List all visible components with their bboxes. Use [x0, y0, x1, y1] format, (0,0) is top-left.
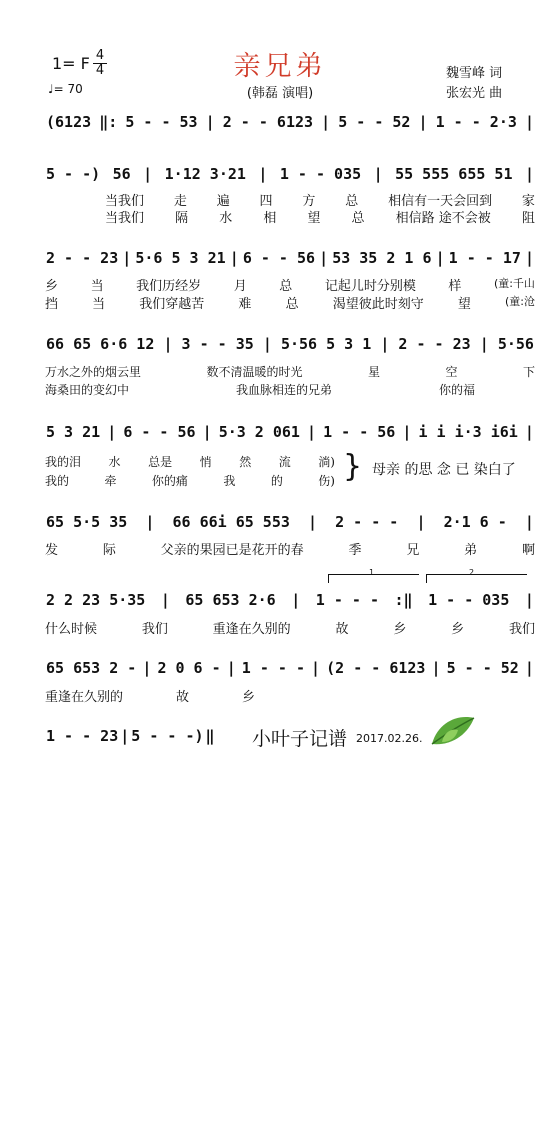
- barline: |: [524, 113, 534, 131]
- lyric: 我们穿越苦: [139, 297, 205, 312]
- note-group: 2·1 6 -: [443, 513, 507, 531]
- lyric-line: [45, 381, 475, 398]
- lyric: 我们: [508, 622, 535, 637]
- volta-number: 2: [469, 568, 475, 577]
- transcriber-signature: 小叶子记谱: [252, 728, 348, 750]
- volta-bracket-2: [426, 568, 527, 583]
- note-group: 65 653 2 -: [46, 659, 137, 677]
- barline: |: [291, 591, 301, 609]
- lyric-line: [45, 207, 535, 226]
- volta-number: 1: [369, 568, 375, 577]
- lyric: 总: [345, 194, 359, 209]
- time-signature-top: 4: [95, 48, 105, 63]
- lyric: 我: [223, 474, 236, 488]
- lyric: 挡: [45, 297, 59, 312]
- barline: |: [143, 165, 153, 183]
- transcription-date: 2017.02.26.: [356, 732, 423, 745]
- barline: |: [524, 165, 534, 183]
- barline: |: [321, 113, 331, 131]
- barline: |: [163, 335, 173, 353]
- note-group: 5·56 5 3 1: [280, 335, 372, 353]
- lyric: (童:千山: [493, 277, 535, 290]
- lyricist-credit: 魏雪峰 词: [446, 66, 503, 81]
- lyric: 样: [448, 279, 462, 294]
- barline: |: [107, 423, 117, 441]
- barline: |: [435, 249, 445, 267]
- barline: |: [262, 335, 272, 353]
- lyric: 乡: [451, 622, 465, 637]
- barline: |: [402, 423, 412, 441]
- barline: |: [307, 423, 317, 441]
- lyric: 故: [175, 690, 189, 705]
- barline: |: [120, 727, 130, 745]
- lyric: 什么时候: [45, 622, 98, 637]
- score-line-5: [45, 423, 535, 441]
- note-group: 5·3 2 061: [218, 423, 300, 441]
- note-group: 1 - - 2·3: [435, 113, 517, 131]
- lyric: 四: [259, 194, 273, 209]
- barline: |: [319, 249, 329, 267]
- lyric: 悄: [199, 455, 212, 469]
- lyric: 乡: [45, 279, 59, 294]
- lyric: 流: [278, 455, 291, 469]
- barline: |: [311, 659, 321, 677]
- lyric: 相信有一天会回到: [388, 194, 493, 209]
- note-group: 65 5·5 35: [46, 513, 128, 531]
- barline: |: [142, 659, 152, 677]
- lyric: 弟: [464, 543, 478, 558]
- lyric: 记起儿时分别模: [324, 279, 416, 294]
- lyric: 我的泪: [45, 455, 82, 469]
- lyric: 走: [173, 194, 187, 209]
- barline: |: [416, 513, 426, 531]
- note-group: 1 - - -: [315, 591, 379, 609]
- side-lyric: 母亲 的思 念 已 染白了: [372, 462, 516, 478]
- lyric: 总: [279, 279, 293, 294]
- score-line-1: [45, 113, 535, 131]
- score-line-4: [45, 335, 535, 353]
- note-group: (2 - - 6123: [326, 659, 426, 677]
- lyric: 重逢在久别的: [212, 622, 291, 637]
- song-title: 亲兄弟: [233, 51, 327, 82]
- lyric: 乡: [241, 690, 255, 705]
- lyric: 淌): [318, 455, 335, 469]
- barline: |: [308, 513, 318, 531]
- lyric: 水: [108, 455, 121, 469]
- lyric: 你的痛: [151, 474, 188, 488]
- score-line-8: [45, 659, 535, 677]
- lyric: 我们: [141, 622, 168, 637]
- key-signature: 1= F: [52, 54, 90, 73]
- lyric: 隔: [175, 211, 189, 226]
- note-group: i i i·3 i6i: [418, 423, 518, 441]
- note-group: 6 - - 56: [123, 423, 196, 441]
- lyric: 季: [348, 543, 362, 558]
- lyric: 当: [90, 279, 104, 294]
- lyric: 月: [233, 279, 247, 294]
- note-group: 56: [112, 165, 131, 183]
- lyric-line: [45, 293, 535, 312]
- lyric-brace: }: [343, 449, 363, 484]
- note-group: 5 - - 53: [125, 113, 198, 131]
- lyric: 水: [219, 211, 233, 226]
- volta-bracket-1: [328, 568, 419, 583]
- lyric: 际: [102, 543, 116, 558]
- note-group: 2 - - -: [335, 513, 399, 531]
- time-signature-bottom: 4: [95, 63, 105, 78]
- note-group: 53 35 2 1 6: [332, 249, 432, 267]
- note-group: 5 - -): [46, 165, 101, 183]
- note-group: (6123: [46, 113, 92, 131]
- final-barline: ‖: [205, 727, 215, 745]
- lyric: 啊: [521, 543, 535, 558]
- lyric-line: [45, 686, 255, 705]
- note-group: 1 - - 17: [448, 249, 521, 267]
- barline: |: [160, 591, 170, 609]
- note-group: 3 - - 35: [181, 335, 254, 353]
- lyric: 家: [521, 194, 535, 209]
- score-line-6: [45, 513, 535, 531]
- score-line-3: [45, 249, 535, 267]
- lyric: 乡: [393, 622, 407, 637]
- note-group: 6 - - 56: [242, 249, 316, 267]
- lyric: 父亲的果园已是花开的春: [160, 543, 304, 558]
- barline: |: [226, 659, 236, 677]
- note-group: 66 66i 65 553: [172, 513, 290, 531]
- lyric: 方: [302, 194, 316, 209]
- barline: |: [431, 659, 441, 677]
- time-signature: [93, 50, 107, 77]
- note-group: 1 - - -: [241, 659, 305, 677]
- note-group: 5 - - 52: [446, 659, 519, 677]
- barline: |: [258, 165, 268, 183]
- lyric: 当我们: [105, 211, 145, 226]
- note-group: 1 - - 035: [428, 591, 510, 609]
- lyric: 你的福: [438, 383, 475, 397]
- note-group: 2 2 23 5·35: [46, 591, 146, 609]
- note-group: 1 - - 56: [323, 423, 396, 441]
- repeat-end: :‖: [394, 591, 413, 609]
- lyric: 空: [445, 365, 458, 379]
- lyric: 的: [270, 474, 283, 488]
- singer-credit: (韩磊 演唱): [246, 86, 314, 101]
- repeat-start: ‖:: [99, 113, 118, 131]
- note-group: 5 3 21: [46, 423, 101, 441]
- lyric: 发: [45, 543, 59, 558]
- barline: |: [205, 113, 215, 131]
- barline: |: [122, 249, 132, 267]
- barline: |: [229, 249, 239, 267]
- lyric: 然: [239, 455, 252, 469]
- barline: |: [373, 165, 383, 183]
- lyric: 海桑田的变幻中: [45, 383, 130, 397]
- lyric: 相信路 途不会被: [395, 211, 491, 226]
- note-group: 5·6 5 3 21: [135, 249, 226, 267]
- leaf-icon: [428, 712, 478, 752]
- note-group: 5 - - -): [131, 727, 204, 745]
- lyric-line: [45, 275, 535, 294]
- lyric: 伤): [318, 474, 335, 488]
- lyric-line: [45, 363, 535, 380]
- note-group: 55 555 655 51: [395, 165, 513, 183]
- lyric: 万水之外的烟云里: [45, 365, 142, 379]
- lyric: 重逢在久别的: [45, 690, 124, 705]
- note-group: 65 653 2·6: [185, 591, 276, 609]
- lyric: 阻: [521, 211, 535, 226]
- note-group: 5 - - 52: [338, 113, 411, 131]
- score-line-7: [45, 591, 535, 609]
- lyric-line: [45, 539, 535, 558]
- note-group: 2 - - 6123: [222, 113, 314, 131]
- lyric: 渴望彼此时刻守: [332, 297, 424, 312]
- barline: |: [380, 335, 390, 353]
- lyric: (童:沧: [504, 295, 535, 308]
- note-group: 1 - - 035: [279, 165, 362, 183]
- lyric: 兄: [406, 543, 420, 558]
- note-group: 5·56: [497, 335, 534, 353]
- tempo-marking: ♩= 70: [48, 82, 83, 96]
- lyric: 星: [367, 365, 380, 379]
- lyric: 下: [522, 365, 535, 379]
- score-line-9: [45, 727, 215, 745]
- note-group: 66 65 6·6 12: [46, 335, 155, 353]
- lyric: 望: [457, 297, 471, 312]
- lyric: 望: [307, 211, 321, 226]
- barline: |: [524, 513, 534, 531]
- lyric: 我的: [45, 474, 70, 488]
- lyric-line: [45, 453, 335, 470]
- lyric: 当我们: [105, 194, 145, 209]
- note-group: 2 - - 23: [398, 335, 471, 353]
- barline: |: [418, 113, 428, 131]
- lyric: 故: [335, 622, 349, 637]
- score-line-2: [45, 165, 535, 183]
- barline: |: [145, 513, 155, 531]
- lyric: 难: [238, 297, 252, 312]
- lyric: 我血脉相连的兄弟: [235, 383, 332, 397]
- barline: |: [202, 423, 212, 441]
- lyric-line: [45, 618, 535, 637]
- lyric: 当: [92, 297, 106, 312]
- lyric-line: [45, 472, 335, 489]
- barline: |: [524, 591, 534, 609]
- lyric: 总是: [148, 455, 173, 469]
- note-group: 1·12 3·21: [164, 165, 246, 183]
- lyric: 遍: [216, 194, 230, 209]
- lyric: 牵: [104, 474, 117, 488]
- lyric: 总: [351, 211, 365, 226]
- lyric: 相: [263, 211, 277, 226]
- composer-credit: 张宏光 曲: [446, 86, 503, 101]
- note-group: 1 - - 23: [46, 727, 119, 745]
- barline: |: [524, 659, 534, 677]
- lyric: 总: [285, 297, 299, 312]
- barline: |: [524, 249, 534, 267]
- barline: |: [524, 423, 534, 441]
- lyric: 数不清温暖的时光: [206, 365, 303, 379]
- lyric: 我们历经岁: [136, 279, 202, 294]
- note-group: 2 - - 23: [46, 249, 119, 267]
- barline: |: [479, 335, 489, 353]
- note-group: 2 0 6 -: [157, 659, 221, 677]
